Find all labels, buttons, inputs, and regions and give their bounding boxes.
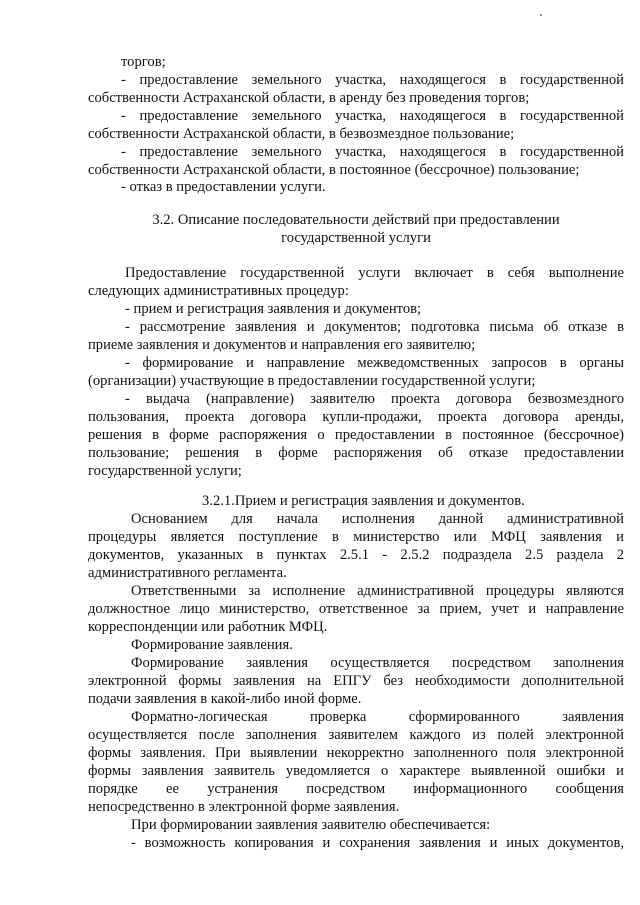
section-heading: государственной услуги [281, 230, 431, 246]
list-item-line: - отказ в предоставлении услуги. [121, 179, 326, 195]
subsection-heading: 3.2.1.Прием и регистрация заявления и документов. [202, 493, 525, 509]
paragraph-line: порядке ее устранения посредством информационного сообщения [88, 781, 624, 797]
paragraph-line: процедуры является поступление в министерство или МФЦ заявления и [88, 529, 624, 545]
list-item-line: собственности Астраханской области, в аренду без проведения торгов; [88, 90, 530, 106]
paragraph-line: административного регламента. [88, 565, 287, 581]
scan-speck [540, 14, 542, 16]
list-item-line: - рассмотрение заявления и документов; подготовка письма об отказе в [125, 319, 624, 335]
list-item-line: - предоставление земельного участка, находящегося в государственной [121, 108, 624, 124]
paragraph-line: формы заявления заявитель уведомляется о характере выявленной ошибки и [88, 763, 624, 779]
list-item-line: пользование; решения в форме распоряжения об отказе предоставлении [88, 445, 624, 461]
paragraph-line: При формировании заявления заявителю обеспечивается: [131, 817, 491, 833]
list-item-line: - возможность копирования и сохранения заявления и иных документов, [131, 835, 624, 851]
paragraph-line: Форматно-логическая проверка сформированного заявления [131, 709, 624, 725]
list-item-line: - предоставление земельного участка, находящегося в государственной [121, 144, 624, 160]
list-item-line: - предоставление земельного участка, находящегося в государственной [121, 72, 624, 88]
list-item-line: государственной услуги; [88, 463, 242, 479]
paragraph-line: Формирование заявления. [131, 637, 293, 653]
section-heading: 3.2. Описание последовательности действий при предоставлении [152, 212, 560, 228]
paragraph-line: документов, указанных в пунктах 2.5.1 - 2.5.2 подраздела 2.5 раздела 2 [88, 547, 624, 563]
paragraph-line: непосредственно в электронной форме заявления. [88, 799, 400, 815]
list-item-line: приеме заявления и документов и направления его заявителю; [88, 337, 476, 353]
list-item-line: (организации) участвующие в предоставлении государственной услуги; [88, 373, 536, 389]
paragraph-line: электронной формы заявления на ЕПГУ без необходимости дополнительной [88, 673, 624, 689]
list-item-line: - формирование и направление межведомственных запросов в органы [125, 355, 624, 371]
list-item-line: собственности Астраханской области, в постоянное (бессрочное) пользование; [88, 162, 580, 178]
list-item-line: - выдача (направление) заявителю проекта договора безвозмездного [125, 391, 624, 407]
list-item-line: решения в форме распоряжения о предоставлении в постоянное (бессрочное) [88, 427, 624, 443]
list-item-line: - прием и регистрация заявления и документов; [125, 301, 422, 317]
list-item-line: пользования, проекта договора купли-продажи, проекта договора аренды, [88, 409, 624, 425]
paragraph-line: Ответственными за исполнение административной процедуры являются [131, 583, 624, 599]
paragraph-line: формы заявления. При выявлении некорректно заполненного поля электронной [88, 745, 624, 761]
paragraph-line: следующих административных процедур: [88, 283, 349, 299]
paragraph-line: Предоставление государственной услуги включает в себя выполнение [125, 265, 624, 281]
paragraph-line: Формирование заявления осуществляется посредством заполнения [131, 655, 624, 671]
paragraph-line: подачи заявления в какой-либо иной форме. [88, 691, 362, 707]
paragraph-line: торгов; [121, 54, 166, 70]
paragraph-line: Основанием для начала исполнения данной административной [131, 511, 624, 527]
list-item-line: собственности Астраханской области, в безвозмездное пользование; [88, 126, 515, 142]
paragraph-line: должностное лицо министерство, ответственное за прием, учет и направление [88, 601, 624, 617]
paragraph-line: корреспонденции или работник МФЦ. [88, 619, 328, 635]
paragraph-line: осуществляется после заполнения заявителем каждого из полей электронной [88, 727, 624, 743]
